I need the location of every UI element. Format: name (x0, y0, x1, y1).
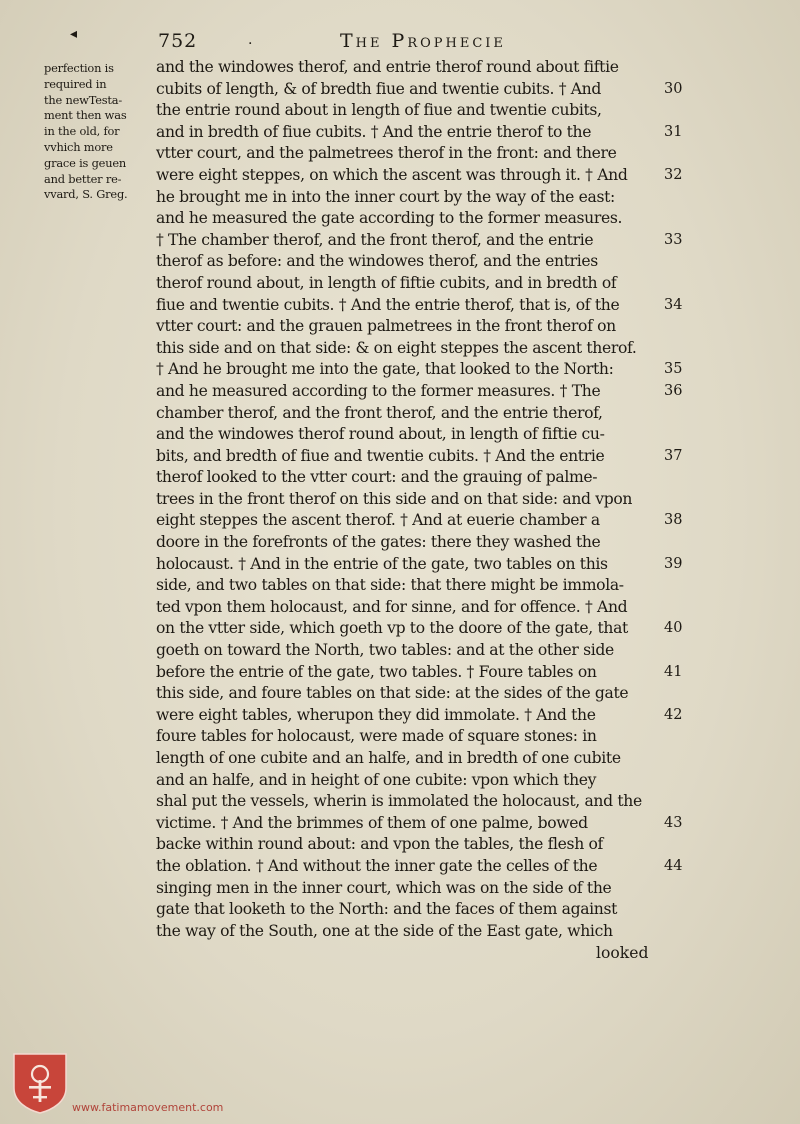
verse-number (664, 208, 708, 230)
marginal-note-line: and better re- (44, 171, 122, 186)
catchword: looked (596, 944, 649, 962)
text-line: he brought me in into the inner court by the way of the east: (156, 187, 615, 206)
verse-number: 31 (664, 123, 683, 140)
text-line: goeth on toward the North, two tables: and at the other side (156, 641, 614, 660)
verse-number: 34 (664, 296, 683, 313)
verse-number (664, 834, 708, 856)
verse-number (664, 640, 708, 662)
verse-numbers (664, 57, 708, 942)
text-line: holocaust. † And in the entrie of the gate, two tables on this (156, 554, 608, 573)
marginal-note-line: vvhich more (44, 139, 113, 154)
verse-number: 30 (664, 80, 683, 97)
verse-number (664, 143, 708, 165)
text-line: and in bredth of fiue cubits. † And the entrie therof to the (156, 122, 592, 141)
page-header (158, 30, 718, 56)
text-line: singing men in the inner court, which was on the side of the (156, 878, 612, 897)
verse-number: 42 (664, 706, 683, 723)
verse-number (664, 878, 708, 900)
marginal-note-line: required in (44, 76, 107, 91)
verse-number (664, 251, 708, 273)
text-line: trees in the front therof on this side and on that side: and vpon (156, 489, 633, 508)
text-line: the entrie round about in length of fiue and twentie cubits, (156, 101, 602, 120)
running-title: The Prophecie (340, 30, 506, 52)
printer-mark: ◂ (70, 26, 78, 42)
text-line: therof round about, in length of fiftie cubits, and in bredth of (156, 273, 617, 292)
marginal-note-line: the newTesta- (44, 92, 123, 107)
text-line: and he measured according to the former measures. † The (156, 381, 601, 400)
verse-number (664, 575, 708, 597)
text-line: victime. † And the brimmes of them of one palme, bowed (156, 813, 588, 832)
text-line: the oblation. † And without the inner gate the celles of the (156, 856, 598, 875)
text-line: and the windowes therof, and entrie therof round about fiftie (156, 58, 619, 76)
text-line: fiue and twentie cubits. † And the entrie therof, that is, of the (156, 295, 620, 314)
text-line: length of one cubite and an halfe, and in bredth of one cubite (156, 749, 621, 767)
verse-number (664, 467, 708, 489)
marginal-note-line: perfection is (44, 61, 114, 75)
text-line: chamber therof, and the front therof, and the entrie therof, (156, 403, 603, 422)
text-line: eight steppes the ascent therof. † And at euerie chamber a (156, 511, 600, 530)
verse-number: 32 (664, 166, 683, 183)
verse-number (664, 489, 708, 511)
verse-number: 33 (664, 231, 683, 248)
marginal-note (44, 61, 154, 203)
text-line: side, and two tables on that side: that there might be immola- (156, 576, 624, 595)
marginal-note-line: in the old, for (44, 124, 120, 139)
text-line: cubits of length, & of bredth fiue and twentie cubits. † And (156, 79, 601, 98)
text-line: gate that looketh to the North: and the faces of them against (156, 900, 618, 919)
verse-number (664, 899, 708, 921)
website-link[interactable]: www.fatimamovement.com (72, 1101, 224, 1114)
text-line: doore in the forefronts of the gates: there they washed the (156, 533, 601, 552)
verse-number: 40 (664, 620, 683, 637)
text-line: were eight tables, wherupon they did immolate. † And the (156, 705, 596, 724)
verse-number: 41 (664, 663, 683, 680)
text-line: this side and on that side: & on eight steppes the ascent therof. (156, 338, 637, 357)
text-line: therof as before: and the windowes therof, and the entries (156, 252, 598, 271)
text-line: vtter court, and the palmetrees therof in the front: and there (156, 144, 617, 163)
text-line: and the windowes therof round about, in length of fiftie cu- (156, 425, 605, 444)
marginal-note-line: grace is geuen (44, 155, 127, 170)
verse-number: 35 (664, 361, 683, 378)
text-line: backe within round about: and vpon the tables, the flesh of (156, 835, 603, 854)
verse-number (664, 683, 708, 705)
text-line: and an halfe, and in height of one cubite: vpon which they (156, 770, 597, 789)
verse-number (664, 403, 708, 425)
verse-number (664, 726, 708, 748)
text-line: on the vtter side, which goeth vp to the doore of the gate, that (156, 619, 628, 638)
verse-number (664, 770, 708, 792)
marginal-note-line: vvard, S. Greg. (44, 187, 128, 202)
verse-number (664, 597, 708, 619)
text-line: † And he brought me into the gate, that looked to the North: (156, 360, 614, 379)
text-line: shal put the vessels, wherin is immolated the holocaust, and the (156, 792, 642, 811)
text-line: and he measured the gate according to the former measures. (156, 209, 623, 228)
header-separator: . (248, 32, 253, 48)
verse-number: 38 (664, 512, 683, 529)
text-line: vtter court: and the grauen palmetrees in the front therof on (156, 317, 616, 336)
verse-number (664, 100, 708, 122)
verse-number (664, 424, 708, 446)
text-line: foure tables for holocaust, were made of square stones: in (156, 727, 597, 746)
text-line: were eight steppes, on which the ascent was through it. † And (156, 165, 628, 184)
verse-number: 39 (664, 555, 683, 572)
verse-number (664, 748, 708, 770)
verse-number: 37 (664, 447, 683, 464)
page-number: 752 (158, 30, 198, 52)
text-line: therof looked to the vtter court: and the grauing of palme- (156, 468, 598, 487)
verse-number (664, 791, 708, 813)
text-line: this side, and foure tables on that side: at the sides of the gate (156, 684, 629, 703)
text-line: the way of the South, one at the side of the East gate, which (156, 921, 613, 940)
verse-number (664, 316, 708, 338)
shield-logo-icon[interactable] (12, 1052, 68, 1114)
verse-number (664, 57, 708, 79)
verse-number (664, 338, 708, 360)
verse-number (664, 532, 708, 554)
text-line: before the entrie of the gate, two tables. † Foure tables on (156, 662, 597, 681)
verse-number (664, 921, 708, 943)
verse-number (664, 187, 708, 209)
verse-number: 43 (664, 814, 683, 831)
text-line: † The chamber therof, and the front therof, and the entrie (156, 230, 594, 249)
text-line: bits, and bredth of fiue and twentie cubits. † And the entrie (156, 446, 605, 465)
verse-number: 44 (664, 857, 683, 874)
marginal-note-line: ment then was (44, 108, 127, 123)
verse-number: 36 (664, 382, 683, 399)
text-line: ted vpon them holocaust, and for sinne, and for offence. † And (156, 597, 628, 616)
verse-number (664, 273, 708, 295)
body-text (156, 57, 664, 942)
